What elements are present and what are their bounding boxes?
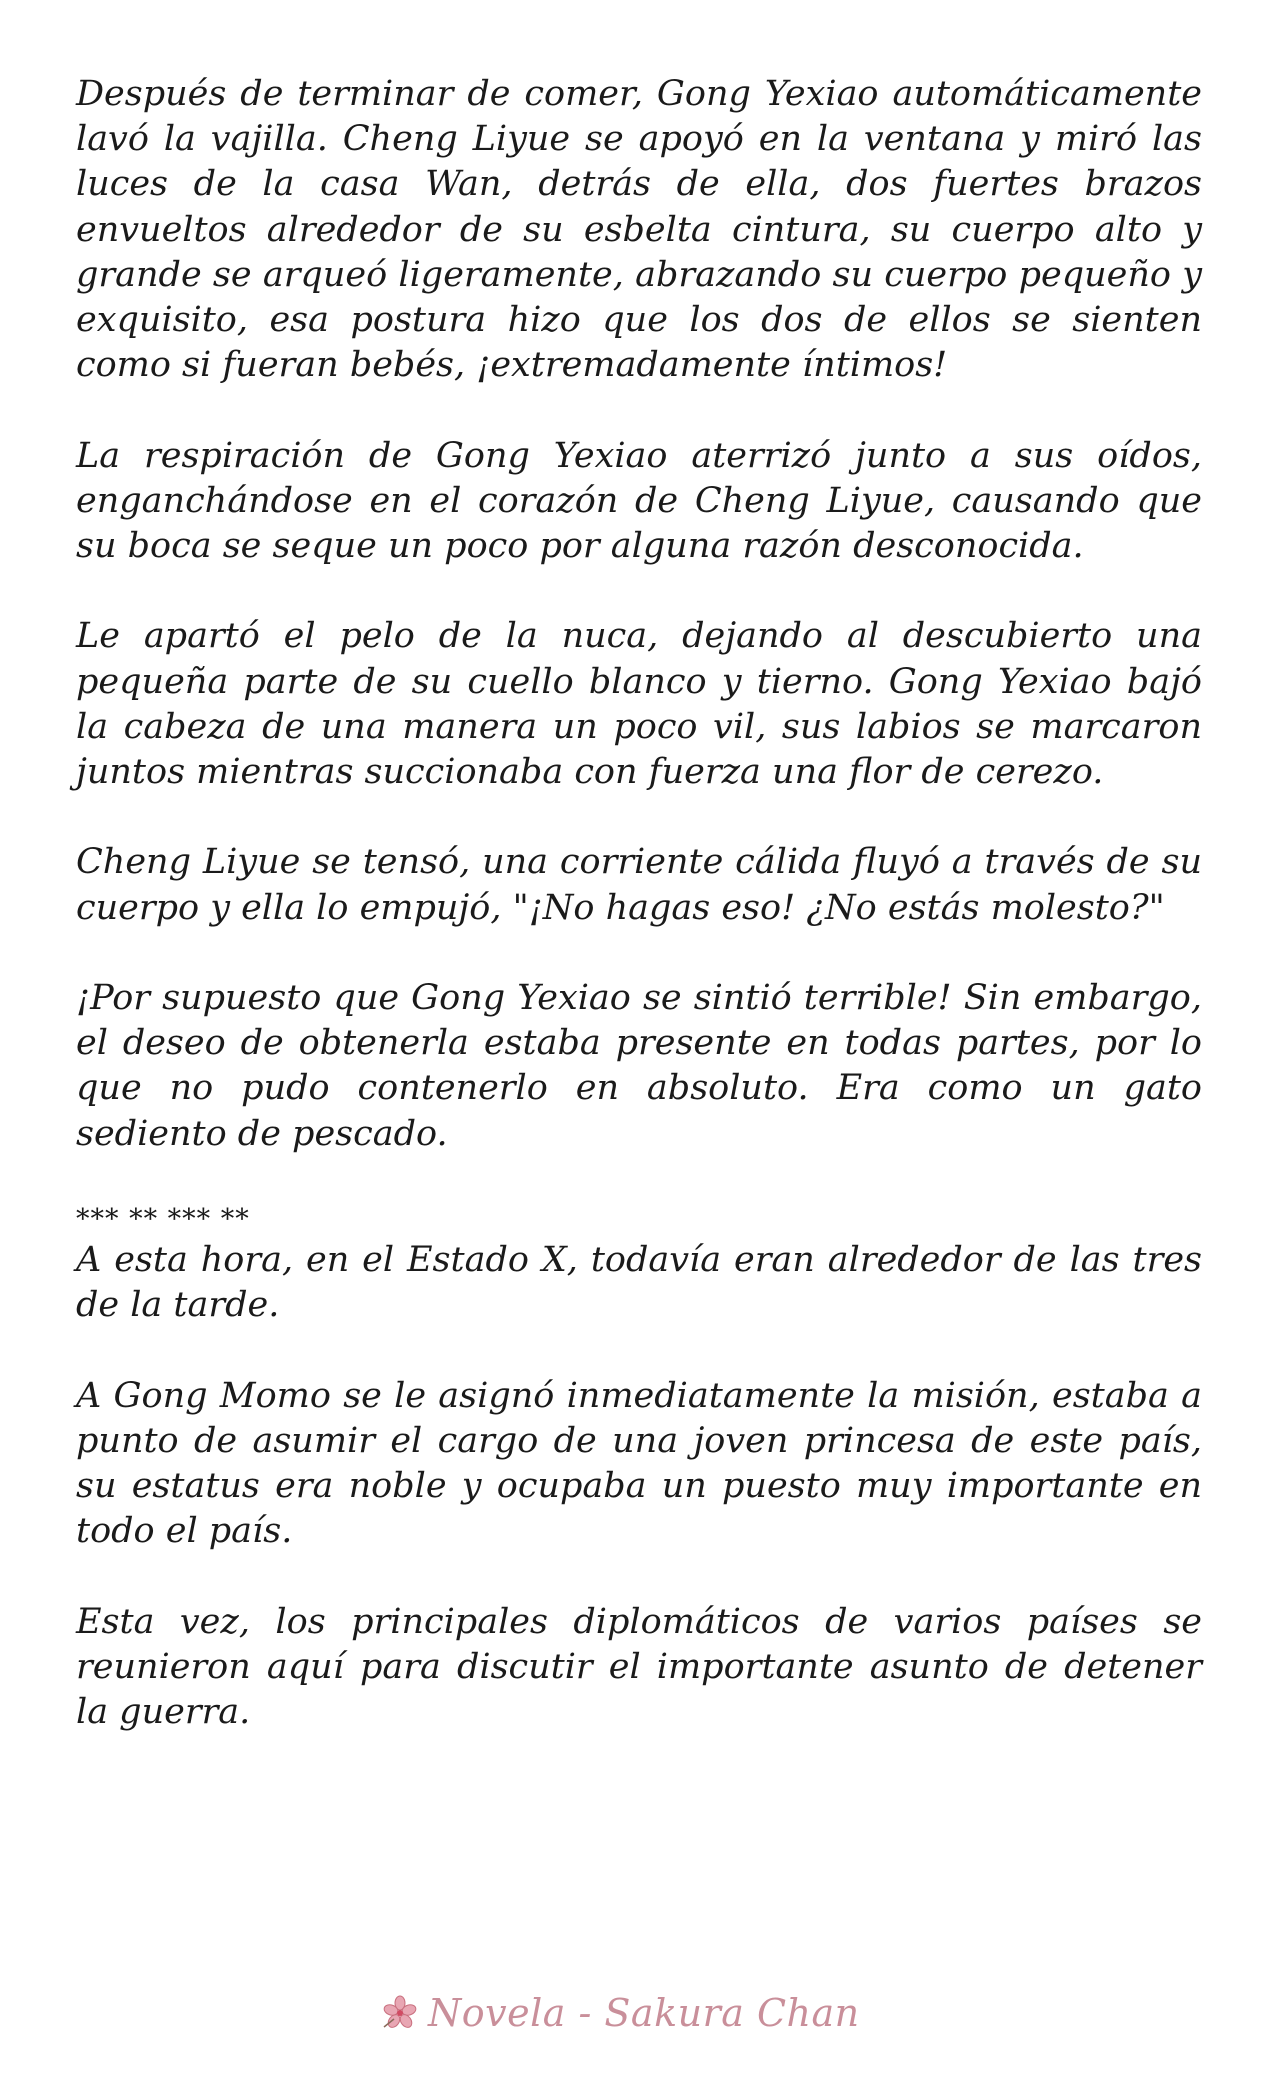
paragraph-8: Esta vez, los principales diplomáticos de varios países se reunieron aquí para discutir el importante asunto de detener la guerra.	[76, 1601, 1202, 1732]
watermark	[380, 1985, 900, 2041]
paragraph-2: La respiración de Gong Yexiao aterrizó junto a sus oídos, enganchándose en el corazón de Cheng Liyue, causando que su boca se seque un poco por alguna razón desconocida.	[76, 435, 1202, 567]
scene-separator: *** ** *** **	[76, 1204, 250, 1235]
cherry-blossom-icon	[380, 1993, 420, 2033]
paragraph-3: Le apartó el pelo de la nuca, dejando al descubierto una pequeña parte de su cuello blanco y tierno. Gong Yexiao bajó la cabeza de una manera un poco vil, sus labios se marcaron juntos mientras succionaba con fuerza una flor de cerezo.	[76, 616, 1202, 793]
paragraph-7: A Gong Momo se le asignó inmediatamente la misión, estaba a punto de asumir el cargo de una joven princesa de este país, su estatus era noble y ocupaba un puesto muy importante en todo el país.	[76, 1375, 1202, 1552]
novel-page-text	[76, 72, 1202, 1780]
paragraph-6: A esta hora, en el Estado X, todavía eran alrededor de las tres de la tarde.	[76, 1240, 1202, 1326]
paragraph-5: ¡Por supuesto que Gong Yexiao se sintió terrible! Sin embargo, el deseo de obtenerla estaba presente en todas partes, por lo que no pudo contenerlo en absoluto. Era como un gato sediento de pescado.	[76, 978, 1202, 1154]
watermark-text: Novela - Sakura Chan	[428, 1991, 860, 2035]
paragraph-4: Cheng Liyue se tensó, una corriente cálida fluyó a través de su cuerpo y ella lo empujó, "¡No hagas eso! ¿No estás molesto?"	[76, 842, 1202, 928]
paragraph-1: Después de terminar de comer, Gong Yexiao automáticamente lavó la vajilla. Cheng Liyue se apoyó en la ventana y miró las luces de la casa Wan, detrás de ella, dos fuertes brazos envueltos alrededor de su esbelta cintura, su cuerpo alto y grande se arqueó ligeramente, abrazando su cuerpo pequeño y exquisito, esa postura hizo que los dos de ellos se sienten como si fueran bebés, ¡extremadamente íntimos!	[76, 74, 1202, 386]
